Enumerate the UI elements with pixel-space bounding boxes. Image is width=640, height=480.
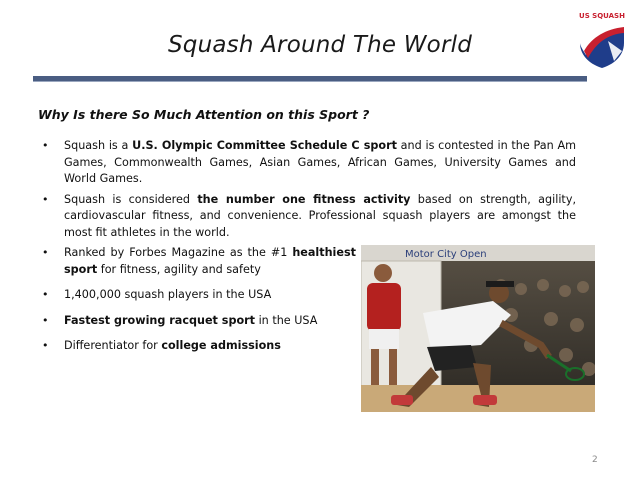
bullet-text: 1,400,000 squash players in the USA — [64, 288, 272, 301]
bullet-item — [38, 138, 576, 188]
banner-text: Motor City Open — [405, 249, 487, 260]
bullet-text: based on strength, agility, cardiovascular fitness, and convenience. Professional squash players are amongst the most fit athletes in the world. — [64, 192, 576, 239]
bullet-dot: • — [42, 288, 49, 301]
subheading: Why Is there So Much Attention on this Sport ? — [38, 107, 370, 122]
bullet-dot: • — [42, 339, 49, 352]
bullet-bold-text: Fastest growing racquet sport — [64, 313, 256, 327]
bullet-bold-text: the number one fitness activity — [197, 192, 411, 206]
squash-match-photo — [361, 245, 595, 412]
slide-title: Squash Around The World — [167, 32, 472, 58]
bullet-text: Differentiator for — [64, 339, 162, 352]
bullet-dot: • — [42, 246, 49, 259]
us-squash-logo — [574, 12, 630, 70]
bullet-bold-text: college admissions — [161, 339, 281, 352]
title-divider — [33, 76, 587, 82]
bullet-text: Ranked by Forbes Magazine as the #1 — [64, 246, 293, 259]
bullet-dot: • — [42, 139, 49, 152]
bullet-text: in the USA — [255, 313, 318, 327]
logo-text: US SQUASH — [579, 12, 625, 20]
bullet-bold-text: U.S. Olympic Committee Schedule C sport — [132, 139, 397, 152]
bullet-dot: • — [42, 313, 49, 327]
page-number: 2 — [592, 455, 598, 465]
bullet-text: and is contested in the Pan Am Games, Commonwealth Games, Asian Games, African Games, University Games and World Games. — [64, 139, 577, 185]
bullet-bold-text: healthiest sport — [64, 246, 356, 276]
bullet-dot: • — [42, 192, 49, 206]
bullet-text: Squash is a — [64, 139, 133, 152]
bullet-text: Squash is considered — [64, 192, 198, 206]
bullet-item — [38, 245, 356, 278]
shield-icon — [578, 21, 626, 69]
bullet-item — [38, 192, 576, 242]
bullet-text: for fitness, agility and safety — [97, 262, 261, 276]
